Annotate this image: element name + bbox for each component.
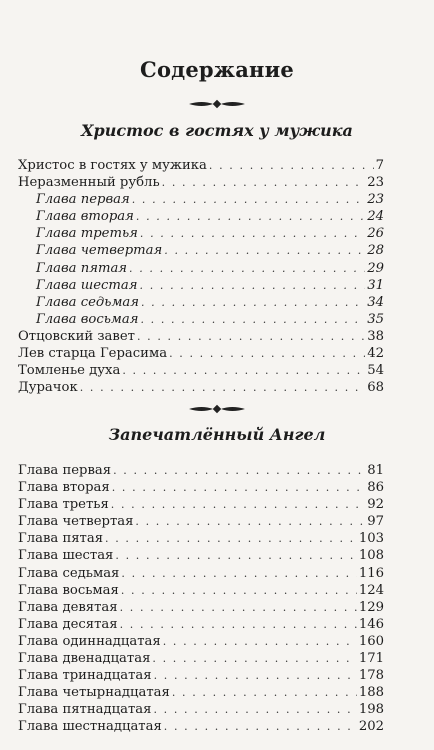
page-title: Содержание — [140, 57, 294, 82]
toc-entry-title: Глава одиннадцатая — [18, 633, 161, 649]
ornament-divider-icon — [0, 97, 434, 111]
toc-entry — [18, 260, 384, 277]
toc-entry-page: 160 — [358, 633, 384, 649]
dot-leader — [113, 462, 365, 479]
toc-entry-page: 54 — [367, 363, 384, 379]
toc-entry-title: Глава тринадцатая — [18, 668, 152, 684]
dot-leader — [164, 242, 365, 259]
toc-entry-page: 23 — [367, 175, 384, 191]
toc-entry-title: Глава шестнадцатая — [18, 719, 162, 735]
section-title-1: Христос в гостях у мужика — [81, 121, 353, 140]
toc-entry — [18, 157, 384, 174]
toc-entry-title: Глава первая — [18, 463, 112, 478]
dot-leader — [209, 157, 374, 174]
dot-leader — [112, 479, 365, 496]
toc-entry — [18, 633, 384, 650]
toc-entry-page: 178 — [358, 668, 384, 684]
dot-leader — [120, 599, 357, 616]
toc-entry-title: Глава десятая — [18, 616, 118, 632]
toc-entry-title: Дурачок — [18, 380, 78, 396]
dot-leader — [154, 667, 357, 684]
dot-leader — [132, 191, 365, 208]
toc-entry-title: Христос в гостях у мужика — [18, 158, 207, 173]
toc-entry-page: 29 — [367, 260, 384, 276]
dot-leader — [162, 174, 366, 191]
toc-entry — [18, 565, 384, 582]
toc-entry — [18, 479, 384, 496]
toc-entry-title: Глава восьмая — [18, 582, 119, 598]
toc-entry-title: Глава пятнадцатая — [18, 702, 152, 718]
dot-leader — [172, 684, 357, 701]
toc-entry — [18, 277, 384, 294]
toc-entry-title: Глава пятая — [18, 531, 104, 547]
toc-entry — [18, 599, 384, 616]
dot-leader — [135, 513, 365, 530]
toc-entry-title: Глава первая — [36, 192, 130, 208]
toc-entry-page: 68 — [367, 380, 384, 396]
toc-entry — [18, 547, 384, 564]
toc-entry-title: Глава двенадцатая — [18, 651, 151, 667]
toc-entry-title: Глава шестая — [36, 277, 138, 293]
dot-leader — [122, 362, 365, 379]
toc-entry-page: 26 — [367, 226, 384, 242]
toc-entry-page: 116 — [358, 565, 384, 581]
toc-entry-title: Глава вторая — [18, 480, 110, 496]
toc-entry — [18, 208, 384, 225]
dot-leader — [140, 311, 365, 328]
toc-entry-page: 38 — [367, 328, 384, 344]
toc-entry — [18, 345, 384, 362]
dot-leader — [137, 328, 365, 345]
toc-entry — [18, 650, 384, 667]
toc-entry-title: Отцовский завет — [18, 328, 135, 344]
toc-entry — [18, 667, 384, 684]
toc-entry-title: Глава четвертая — [36, 243, 163, 259]
toc-entry-page: 103 — [358, 531, 384, 547]
toc-entry — [18, 174, 384, 191]
toc-entry-page: 202 — [358, 719, 384, 735]
dot-leader — [164, 718, 357, 735]
dot-leader — [136, 208, 365, 225]
toc-entry-page: 28 — [367, 243, 384, 259]
toc-entry-page: 7 — [375, 158, 384, 173]
toc-entry — [18, 328, 384, 345]
dot-leader — [80, 379, 366, 396]
toc-entry — [18, 294, 384, 311]
toc-entry-title: Глава седьмая — [36, 294, 139, 310]
toc-entry-title: Глава четырнадцатая — [18, 685, 170, 701]
toc-entry-title: Глава восьмая — [36, 311, 139, 327]
toc-entry — [18, 582, 384, 599]
dot-leader — [140, 225, 365, 242]
toc-entry — [18, 513, 384, 530]
toc-entry-page: 31 — [367, 277, 384, 293]
toc-entry-page: 108 — [358, 548, 384, 564]
toc-entry-page: 24 — [367, 209, 384, 225]
toc-entry-title: Глава вторая — [36, 209, 134, 225]
toc-list-1 — [18, 157, 384, 396]
toc-entry-page: 124 — [358, 582, 384, 598]
toc-entry — [18, 462, 384, 479]
toc-entry — [18, 225, 384, 242]
toc-entry-title: Глава третья — [18, 497, 109, 513]
toc-entry-page: 86 — [367, 480, 384, 496]
toc-entry-title: Неразменный рубль — [18, 175, 160, 191]
toc-entry — [18, 242, 384, 259]
section-title-2: Запечатлённый Ангел — [108, 425, 326, 444]
toc-entry — [18, 684, 384, 701]
toc-entry — [18, 530, 384, 547]
toc-entry — [18, 311, 384, 328]
dot-leader — [105, 530, 357, 547]
dot-leader — [129, 260, 365, 277]
dot-leader — [115, 547, 356, 564]
toc-entry — [18, 362, 384, 379]
dot-leader — [153, 701, 356, 718]
toc-entry-page: 35 — [367, 311, 384, 327]
toc-entry — [18, 379, 384, 396]
toc-entry-page: 42 — [367, 346, 384, 362]
toc-entry-page: 198 — [358, 702, 384, 718]
toc-entry-title: Глава седьмая — [18, 565, 120, 581]
toc-entry-page: 97 — [367, 514, 384, 530]
toc-entry-title: Томленье духа — [18, 363, 121, 379]
ornament-divider-icon — [0, 402, 434, 416]
toc-entry-page: 129 — [358, 599, 384, 615]
toc-entry-page: 92 — [367, 497, 384, 513]
toc-entry-title: Глава пятая — [36, 260, 128, 276]
toc-entry-page: 188 — [358, 685, 384, 701]
toc-entry-page: 146 — [358, 616, 384, 632]
toc-entry-page: 171 — [358, 651, 384, 667]
toc-entry-page: 23 — [367, 192, 384, 208]
toc-entry-title: Глава третья — [36, 226, 138, 242]
dot-leader — [140, 277, 366, 294]
toc-entry-page: 34 — [367, 294, 384, 310]
dot-leader — [141, 294, 365, 311]
toc-entry-title: Глава четвертая — [18, 514, 134, 530]
toc-entry — [18, 616, 384, 633]
dot-leader — [152, 650, 356, 667]
dot-leader — [121, 582, 357, 599]
toc-entry — [18, 718, 384, 735]
dot-leader — [169, 345, 365, 362]
dot-leader — [111, 496, 365, 513]
toc-entry-title: Глава девятая — [18, 599, 118, 615]
dot-leader — [163, 633, 357, 650]
toc-entry-page: 81 — [367, 463, 384, 478]
toc-entry — [18, 191, 384, 208]
toc-entry-title: Лев старца Герасима — [18, 346, 168, 362]
dot-leader — [121, 565, 356, 582]
toc-entry — [18, 496, 384, 513]
dot-leader — [120, 616, 357, 633]
toc-entry — [18, 701, 384, 718]
toc-list-2 — [18, 462, 384, 736]
toc-entry-title: Глава шестая — [18, 548, 114, 564]
